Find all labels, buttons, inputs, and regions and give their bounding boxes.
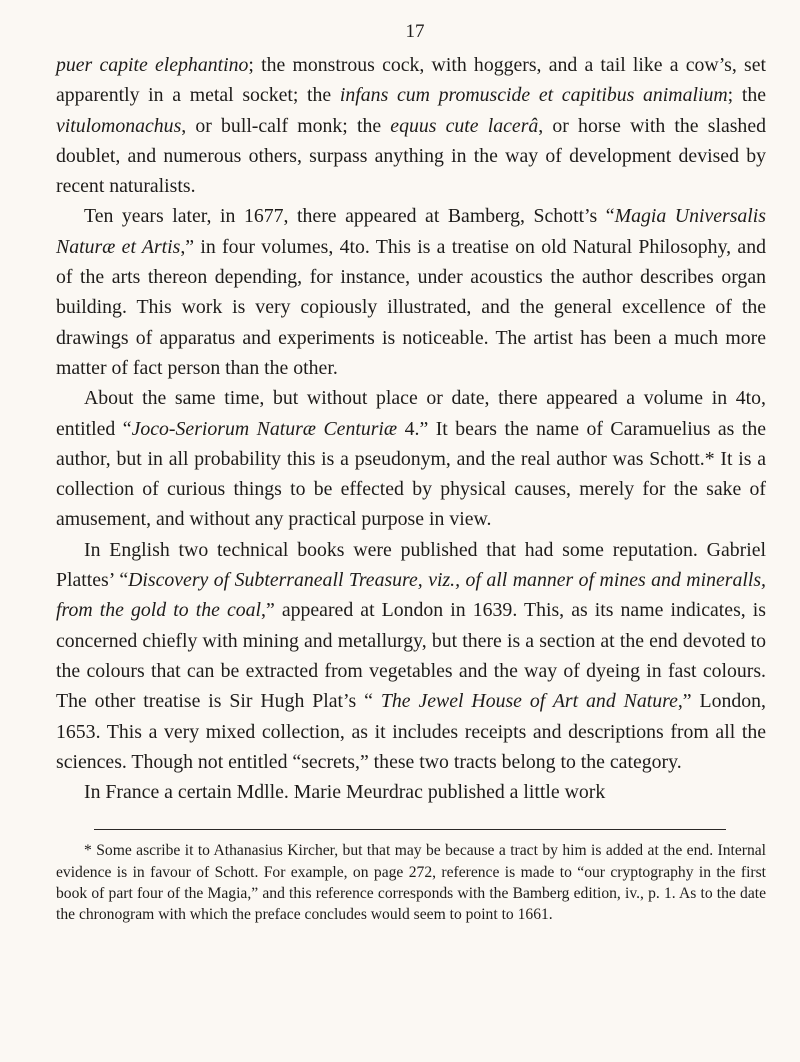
text-run: ,” in four volumes, 4to. This is a treatise on old Natural Philosophy, and of the arts thereon depending, for instance, under acoustics the author describes organ building. This work is very copiously illustrated, and the general excellence of the drawings of apparatus and experiments is noticeable. The artist has been a much more matter of fact person than the other. [56, 235, 766, 379]
text-run: ; the monstrous cock, with hoggers, and a tail like a cow’s, set apparently in a metal socket; the [56, 54, 766, 107]
footnote-divider [94, 829, 726, 830]
italic-title: Magia Universalis Naturæ et Artis [56, 205, 766, 258]
text-run: ; the [727, 84, 766, 107]
italic-title: vitulomonachus [56, 114, 182, 137]
italic-title: The Jewel House of Art and Nature [380, 690, 678, 713]
paragraph-1 [56, 50, 766, 201]
paragraph-4 [56, 535, 766, 777]
paragraph-5 [56, 777, 766, 807]
text-run: , or bull-calf monk; the [181, 114, 391, 137]
paragraph-2 [56, 201, 766, 383]
text-run: 4.” It bears the name of Caramuelius as the author, but in all probability this is a pseudonym, and the real author was Schott.* It is a collection of curious things to be effected by physical causes, merely for the sake of amusement, and without any practical purpose in view. [56, 417, 766, 531]
text-run: ,” London, 1653. This a very mixed collection, as it includes receipts and descriptions from all the sciences. Though not entitled “secrets,” these two tracts belong to the category. [56, 690, 766, 773]
footnote-text: * Some ascribe it to Athanasius Kircher, but that may be because a tract by him is added at the end. Internal evidence is in favour of Schott. For example, on page 272, reference is made to “our cryptography in the first book of part four of the Magia,” and this reference corresponds with the Bamberg edition, iv., p. 1. As to the date the chronogram with which the preface concludes would seem to point to 1661. [56, 842, 766, 924]
book-page [56, 14, 766, 926]
paragraph-3 [56, 383, 766, 534]
text-run: In English two technical books were published that had some reputation. Gabriel Plattes’ “ [56, 538, 766, 592]
text-run: In France a certain Mdlle. Marie Meurdrac published a little work [84, 781, 606, 804]
text-run: ,” appeared at London in 1639. This, as its name indicates, is concerned chiefly with mining and metallurgy, but there is a section at the end devoted to the colours that can be extracted from vegetables and the way of dyeing in fast colours. The other treatise is Sir Hugh Plat’s “ [56, 599, 766, 713]
page-number: 17 [405, 21, 425, 42]
text-run: Ten years later, in 1677, there appeared at Bamberg, Schott’s “ [84, 205, 615, 228]
body-text [56, 50, 766, 807]
italic-title: Joco-Seriorum Naturæ Centuriæ [131, 417, 398, 440]
italic-title: equus cute lacerâ [390, 114, 539, 137]
italic-title: infans cum promuscide et capitibus animalium [339, 84, 728, 107]
italic-title: Discovery of Subterraneall Treasure, viz., of all manner of mines and mineralls, from the gold to the coal [56, 569, 766, 622]
footnote [56, 840, 766, 925]
text-run: , or horse with the slashed doublet, and numerous others, surpass anything in the way of development devised by recent naturalists. [56, 114, 766, 198]
text-run: About the same time, but without place or date, there appeared a volume in 4to, entitled “ [56, 387, 766, 440]
italic-title: puer capite elephantino [56, 54, 249, 76]
